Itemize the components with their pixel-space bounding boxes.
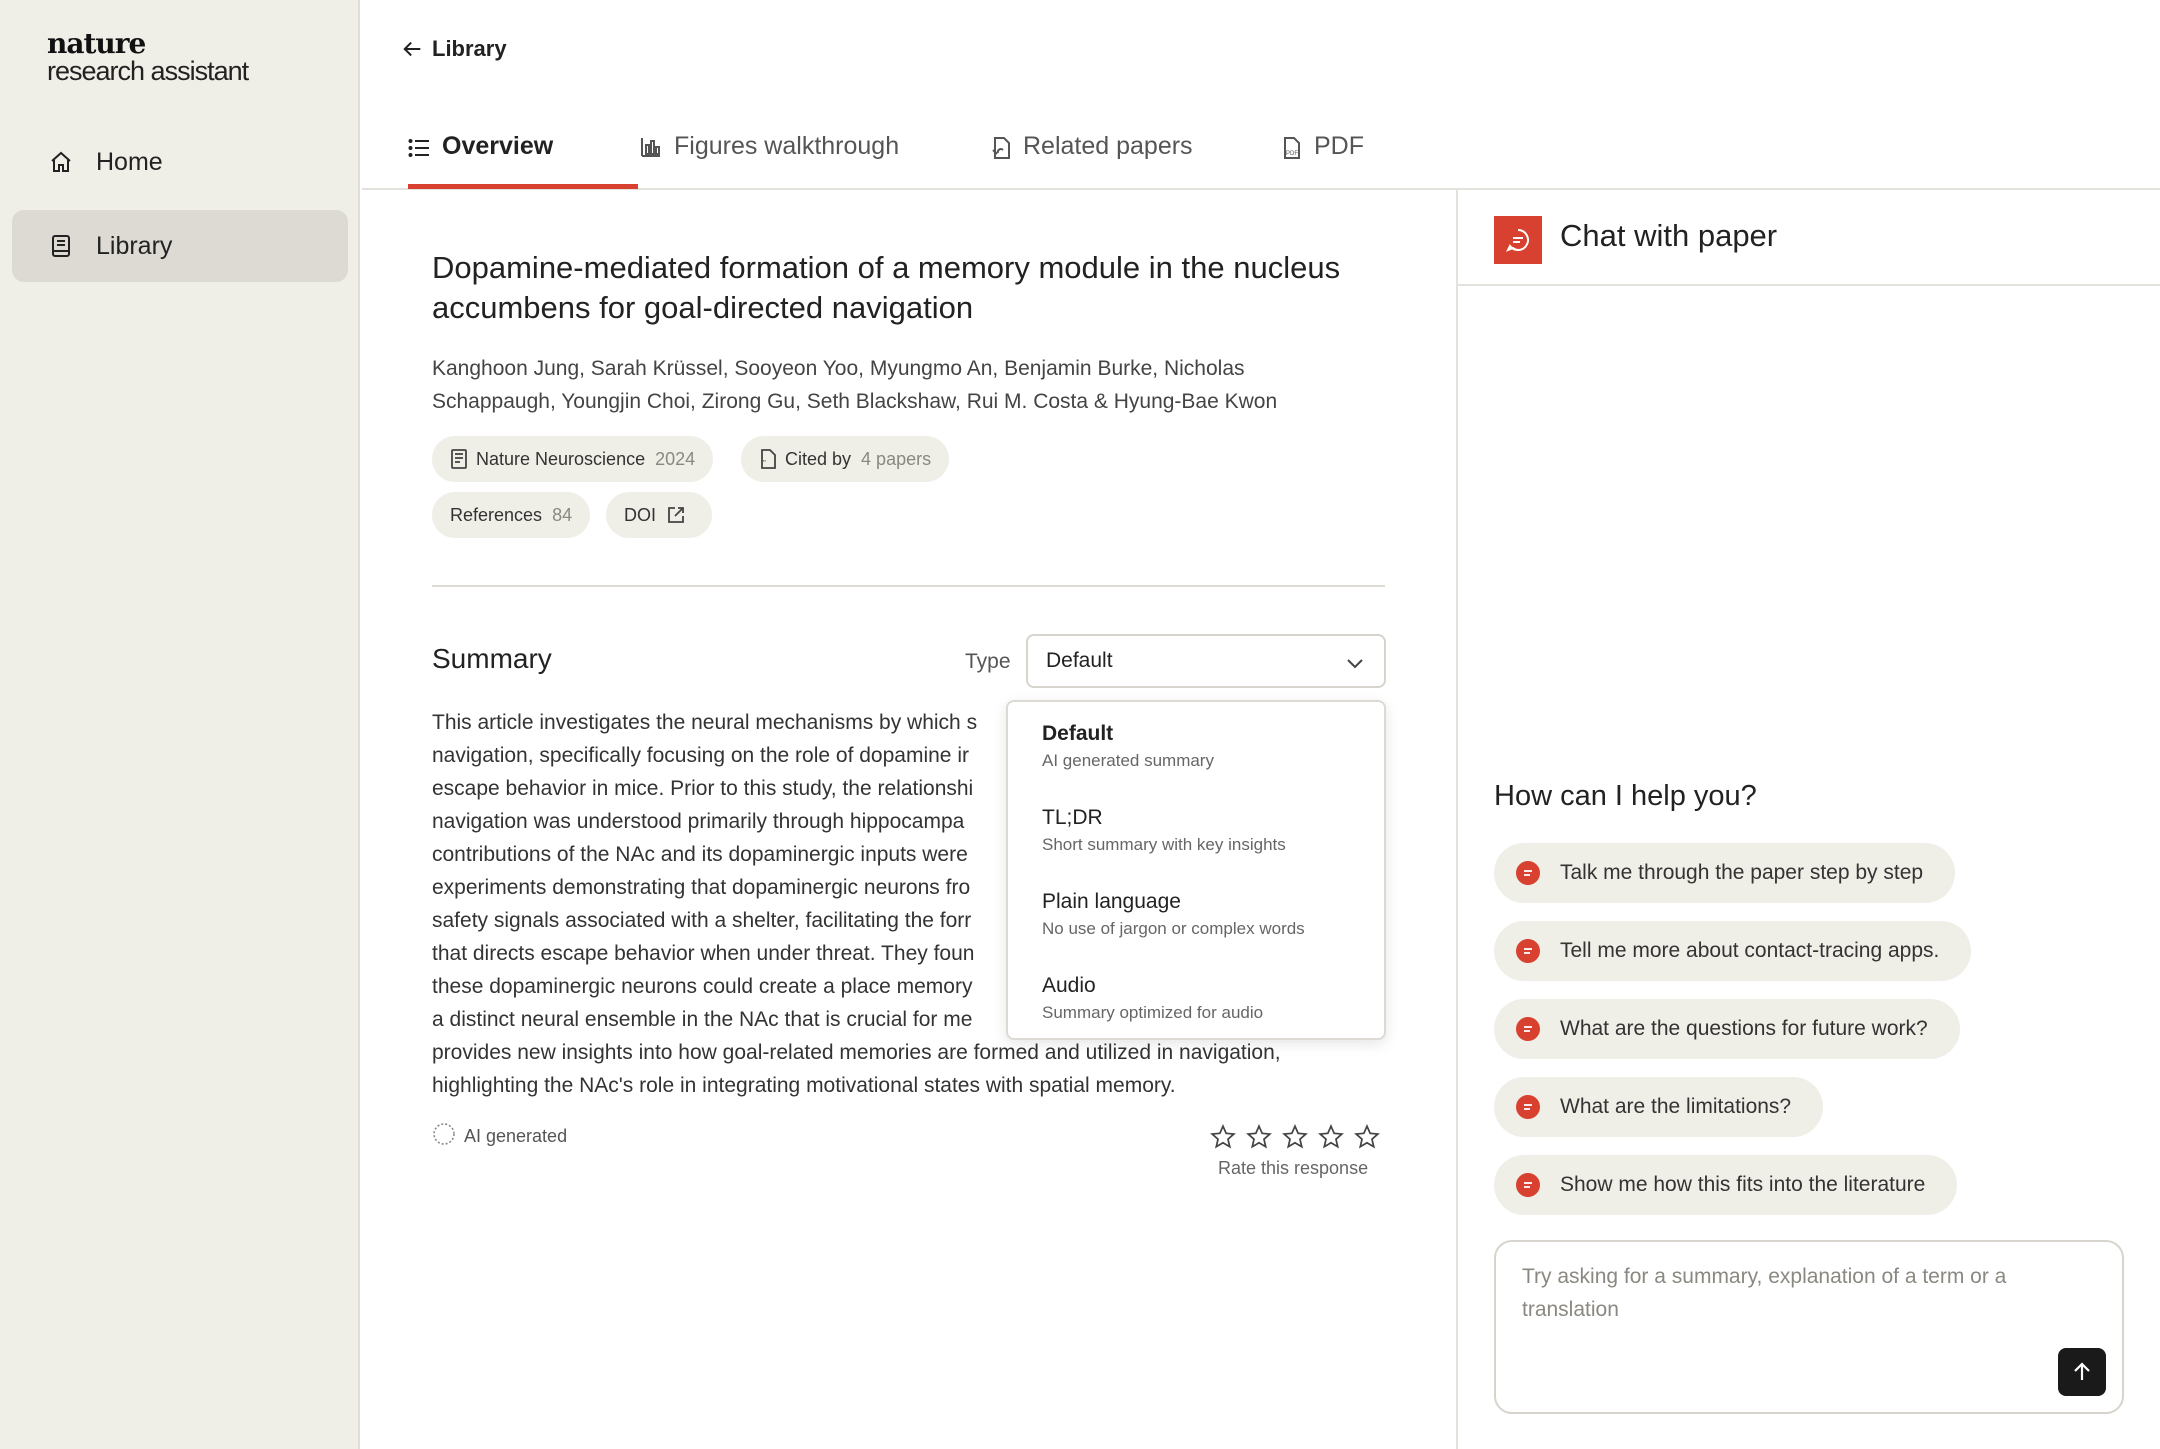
home-icon: [48, 149, 74, 175]
cited-by-chip[interactable]: [741, 436, 949, 482]
type-label: Type: [965, 650, 1011, 673]
dropdown-option-audio[interactable]: [1008, 968, 1384, 1052]
option-title: Default: [1042, 722, 1114, 745]
journal-chip[interactable]: [432, 436, 713, 482]
star-icon[interactable]: [1318, 1124, 1344, 1150]
references-value: 84: [552, 504, 573, 525]
summary-type-value: Default: [1046, 649, 1113, 672]
summary-line: experiments demonstrating that dopaminergic neurons fro: [432, 876, 971, 899]
summary-type-dropdown: [1006, 700, 1386, 1040]
chat-input[interactable]: [1494, 1240, 2124, 1414]
tab-label: Overview: [442, 132, 554, 160]
tab-pdf[interactable]: [1282, 132, 1364, 188]
option-description: No use of jargon or complex words: [1042, 919, 1305, 938]
chat-help-heading: How can I help you?: [1494, 780, 1757, 812]
journal-name: Nature Neuroscience: [476, 448, 646, 469]
pdf-icon: [1282, 136, 1302, 167]
sidebar-item-home[interactable]: [12, 126, 348, 198]
tab-label: Figures walkthrough: [674, 132, 900, 160]
dropdown-option-tldr[interactable]: [1008, 800, 1384, 884]
panel-divider: [1456, 190, 1458, 1449]
chevron-down-icon: [1344, 652, 1366, 674]
logo-top-text: nature: [47, 27, 146, 60]
sidebar-item-library[interactable]: [12, 210, 348, 282]
sparkle-circle-icon: [432, 1122, 456, 1151]
paper-title: Dopamine-mediated formation of a memory module in the nucleus accumbens for goal-directed navigation: [432, 250, 1341, 325]
summary-line: This article investigates the neural mechanisms by which s: [432, 711, 978, 734]
option-description: Short summary with key insights: [1042, 835, 1286, 854]
suggestion-label: Tell me more about contact-tracing apps.: [1560, 939, 1940, 962]
chat-title: Chat with paper: [1560, 218, 1778, 253]
svg-text:PDF: PDF: [1286, 151, 1298, 157]
chat-bubble-icon: [1516, 861, 1540, 885]
cited-by-value: 4 papers: [861, 448, 932, 469]
suggestion-label: Talk me through the paper step by step: [1560, 861, 1924, 884]
paper-authors: Kanghoon Jung, Sarah Krüssel, Sooyeon Yoo, Myungmo An, Benjamin Burke, Nicholas Schappaugh, Youngjin Choi, Zirong Gu, Seth Blackshaw, Rui M. Costa & Hyung-Bae Kwon: [432, 357, 1278, 413]
suggestion-label: Show me how this fits into the literature: [1560, 1173, 1926, 1196]
active-tab-indicator: [408, 184, 638, 189]
document-quote-icon: [759, 449, 777, 469]
suggestion-chip[interactable]: [1494, 999, 1960, 1059]
star-icon[interactable]: [1210, 1124, 1236, 1150]
summary-heading: Summary: [432, 643, 552, 674]
suggestion-chip[interactable]: [1494, 843, 1955, 903]
external-link-icon: [666, 505, 686, 525]
suggestion-label: What are the limitations?: [1560, 1095, 1792, 1118]
document-link-icon: [991, 136, 1011, 167]
summary-line: safety signals associated with a shelter, facilitating the forr: [432, 909, 972, 932]
arrow-left-icon: [402, 38, 424, 60]
send-button[interactable]: [2058, 1348, 2106, 1396]
references-chip[interactable]: [432, 492, 590, 538]
suggestion-chip[interactable]: [1494, 1155, 1957, 1215]
chat-bubble-icon: [1516, 1095, 1540, 1119]
dropdown-option-default[interactable]: [1008, 716, 1384, 800]
chat-bubble-icon: [1516, 1173, 1540, 1197]
summary-line: escape behavior in mice. Prior to this study, the relationshi: [432, 777, 974, 800]
dropdown-option-plain-language[interactable]: [1008, 884, 1384, 968]
chat-input-placeholder: Try asking for a summary, explanation of a term or a translation: [1522, 1265, 2007, 1321]
tab-bar: [362, 112, 2160, 190]
suggestion-chip[interactable]: [1494, 921, 1971, 981]
bar-chart-icon: [640, 136, 662, 165]
sidebar: [0, 0, 360, 1449]
option-title: Plain language: [1042, 890, 1181, 913]
suggestion-chip[interactable]: [1494, 1077, 1823, 1137]
option-description: Summary optimized for audio: [1042, 1003, 1264, 1022]
option-description: AI generated summary: [1042, 751, 1214, 770]
chat-bubble-icon: [1516, 939, 1540, 963]
sidebar-item-label: Library: [96, 231, 173, 260]
rating-stars: [1210, 1124, 1380, 1150]
option-title: TL;DR: [1042, 806, 1103, 829]
arrow-up-icon: [2071, 1361, 2093, 1383]
journal-year: 2024: [655, 448, 696, 469]
chat-bubble-icon: [1516, 1017, 1540, 1041]
list-icon: [408, 136, 430, 165]
star-icon[interactable]: [1282, 1124, 1308, 1150]
suggestion-label: What are the questions for future work?: [1560, 1017, 1928, 1040]
tab-related-papers[interactable]: [991, 132, 1193, 188]
tab-overview[interactable]: [408, 132, 553, 188]
ai-generated-label: AI generated: [464, 1126, 568, 1146]
star-icon[interactable]: [1354, 1124, 1380, 1150]
summary-line: these dopaminergic neurons could create a place memory: [432, 975, 973, 998]
star-icon[interactable]: [1246, 1124, 1272, 1150]
sidebar-item-label: Home: [96, 147, 163, 176]
tab-label: PDF: [1314, 132, 1364, 160]
summary-line: navigation, specifically focusing on the role of dopamine ir: [432, 744, 969, 767]
rate-response-label: Rate this response: [1218, 1158, 1369, 1178]
journal-icon: [450, 449, 468, 469]
summary-line: navigation was understood primarily through hippocampa: [432, 810, 965, 833]
doi-chip[interactable]: [606, 492, 712, 538]
cited-by-label: Cited by: [785, 448, 852, 469]
summary-line: a distinct neural ensemble in the NAc that is crucial for me: [432, 1008, 973, 1031]
summary-line: contributions of the NAc and its dopaminergic inputs were: [432, 843, 968, 866]
summary-type-select[interactable]: [1026, 634, 1386, 688]
book-icon: [48, 233, 74, 259]
summary-line: highlighting the NAc's role in integrating motivational states with spatial memory.: [432, 1074, 1176, 1097]
option-title: Audio: [1042, 974, 1096, 997]
svg-text:": ": [763, 459, 766, 468]
summary-line: that directs escape behavior when under threat. They foun: [432, 942, 975, 965]
chat-header: [1458, 190, 2160, 286]
tab-label: Related papers: [1023, 132, 1193, 160]
back-to-library-link[interactable]: [402, 36, 507, 62]
tab-figures-walkthrough[interactable]: [640, 132, 899, 188]
logo-bottom-text: research assistant: [47, 56, 249, 86]
references-label: References: [450, 504, 543, 525]
summary-line: provides new insights into how goal-related memories are formed and utilized in navigation,: [432, 1041, 1281, 1064]
app-logo[interactable]: [47, 27, 249, 86]
chat-bubble-icon: [1494, 216, 1542, 264]
doi-label: DOI: [624, 504, 657, 525]
back-link-label: Library: [432, 36, 507, 61]
ai-generated-badge: [432, 1122, 567, 1151]
section-divider: [432, 585, 1385, 587]
